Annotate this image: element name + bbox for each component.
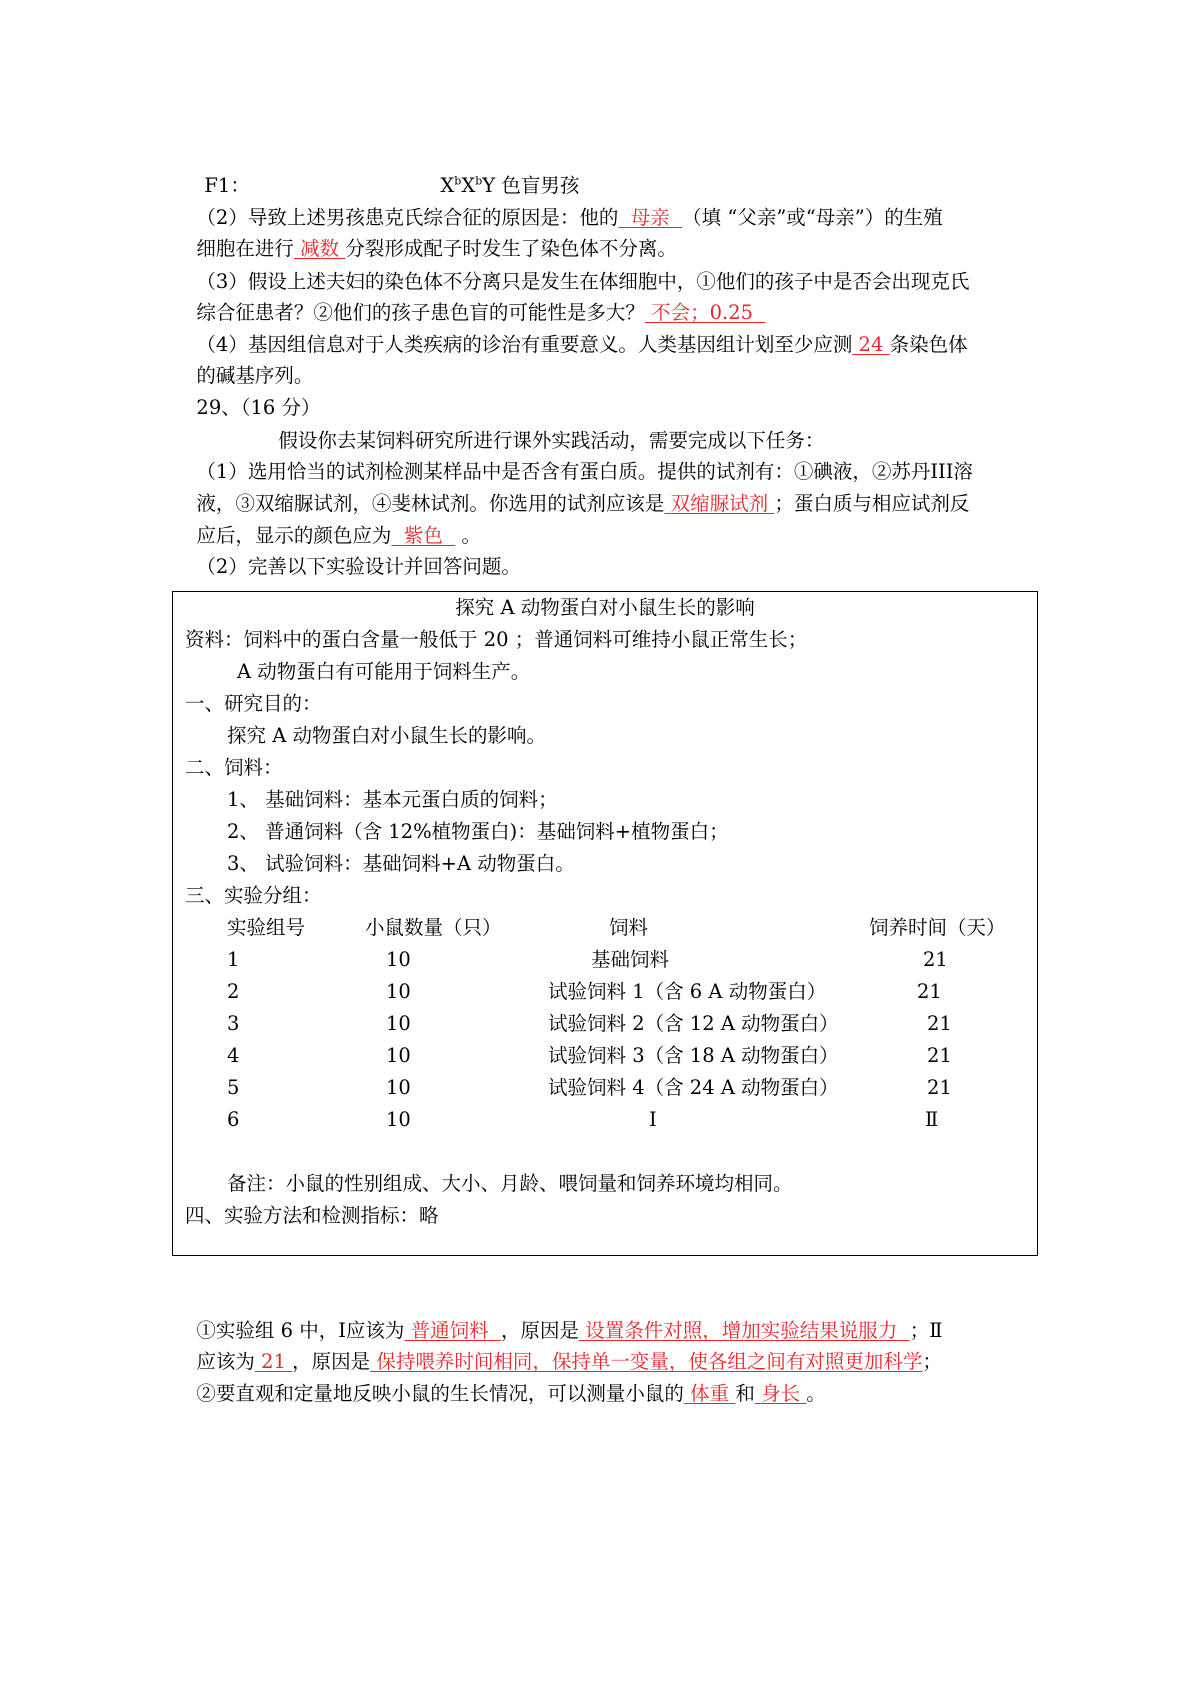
answer-length <box>755 1382 806 1405</box>
table-row-5-days: 21 <box>927 1076 952 1099</box>
geno-x1: X <box>440 174 455 197</box>
table-row-3-group: 3 <box>227 1012 240 1035</box>
q4-text-c: 的碱基序列。 <box>196 364 314 387</box>
q29-1-text-b: 液，③双缩脲试剂，④斐林试剂。你选用的试剂应该是 <box>196 492 665 515</box>
bottom-text-a2: ，原因是 <box>501 1319 580 1342</box>
q29-1-text-c: ；蛋白质与相应试剂反 <box>774 492 970 515</box>
table-row-2-count: 10 <box>386 980 411 1003</box>
q29-intro-text: 假设你去某饲料研究所进行课外实践活动，需要完成以下任务： <box>278 429 825 452</box>
table-row-4-days: 21 <box>927 1044 952 1067</box>
feed-item-2: 2、 普通饲料（含 12%植物蛋白)：基础饲料+植物蛋白； <box>227 820 729 843</box>
geno-b1: b <box>454 174 462 188</box>
table-row-6-days: Ⅱ <box>925 1108 939 1131</box>
experiment-box <box>172 591 1038 1256</box>
q2-text-b: （填 “父亲”或“母亲”）的生殖 <box>682 206 943 229</box>
q2-answer-1: 母亲 <box>630 206 670 229</box>
table-row-1-feed: 基础饲料 <box>591 948 670 971</box>
feed-item-1: 1、 基础饲料：基本元蛋白质的饲料； <box>227 788 558 811</box>
geno-b2: b <box>475 174 483 188</box>
table-row-5-group: 5 <box>227 1076 240 1099</box>
table-row-1-group: 1 <box>227 948 240 971</box>
bottom-text-c1: ②要直观和定量地反映小鼠的生长情况，可以测量小鼠的 <box>196 1382 684 1405</box>
bottom-line3 <box>184 1358 826 1406</box>
geno-y: Y <box>482 174 496 197</box>
q29-1-text-e: 。 <box>461 524 481 547</box>
table-header-count: 小鼠数量（只） <box>365 916 502 939</box>
bottom-text-c2: 和 <box>735 1382 755 1405</box>
table-row-4-feed: 试验饲料 3（含 18 A 动物蛋白） <box>548 1044 839 1067</box>
answer-biuret <box>664 492 774 515</box>
q3-answer: 不会；0.25 <box>651 301 754 324</box>
bottom-text-b3: ； <box>922 1350 942 1373</box>
q3-text-b: 综合征患者？②他们的孩子患色盲的可能性是多大？ <box>196 301 645 324</box>
q4-text-b: 条染色体 <box>889 333 968 356</box>
table-row-4-count: 10 <box>386 1044 411 1067</box>
q4-text-a: （4）基因组信息对于人类疾病的诊治有重要意义。人类基因组计划至少应测 <box>196 333 853 356</box>
bottom-answer-5: 体重 <box>690 1382 730 1405</box>
material-line1: 资料：饲料中的蛋白含量一般低于 20 ；普通饲料可维持小鼠正常生长； <box>185 628 808 651</box>
table-row-1-days: 21 <box>923 948 948 971</box>
material-line2: A 动物蛋白有可能用于饲料生产。 <box>237 660 531 683</box>
bottom-answer-3: 21 <box>261 1350 286 1373</box>
q4-answer: 24 <box>858 333 884 356</box>
table-row-4-group: 4 <box>227 1044 240 1067</box>
bottom-text-a1: ①实验组 6 中，Ⅰ应该为 <box>196 1319 405 1342</box>
answer-q4 <box>852 333 889 356</box>
table-row-3-feed: 试验饲料 2（含 12 A 动物蛋白） <box>548 1012 839 1035</box>
box-note: 备注：小鼠的性别组成、大小、月龄、喂饲量和饲养环境均相同。 <box>227 1172 793 1195</box>
bottom-answer-2: 设置条件对照，增加实验结果说服力 <box>585 1319 898 1342</box>
bottom-answer-4: 保持喂养时间相同，保持单一变量，使各组之间有对照更加科学 <box>376 1350 923 1373</box>
bottom-answer-6: 身长 <box>761 1382 801 1405</box>
q29-2-line <box>184 531 521 579</box>
answer-weight <box>684 1382 735 1405</box>
table-row-3-count: 10 <box>386 1012 411 1035</box>
section-1-heading: 一、研究目的： <box>185 692 322 715</box>
q2-text-a: （2）导致上述男孩患克氏综合征的原因是：他的 <box>196 206 619 229</box>
q29-1-text-a: （1）选用恰当的试剂检测某样品中是否含有蛋白质。提供的试剂有：①碘液，②苏丹III溶 <box>196 460 973 483</box>
table-row-5-count: 10 <box>386 1076 411 1099</box>
box-title: 探究 A 动物蛋白对小鼠生长的影响 <box>455 596 755 619</box>
q29-1-answer-2: 紫色 <box>403 524 443 547</box>
table-row-5-feed: 试验饲料 4（含 24 A 动物蛋白） <box>548 1076 839 1099</box>
table-row-2-days: 21 <box>917 980 942 1003</box>
q2-text-d: 分裂形成配子时发生了染色体不分离。 <box>345 237 677 260</box>
section-3-heading: 三、实验分组： <box>185 884 322 907</box>
geno-x2: X <box>461 174 476 197</box>
table-header-feed: 饲料 <box>609 916 649 939</box>
section-1-text: 探究 A 动物蛋白对小鼠生长的影响。 <box>227 724 546 747</box>
table-row-2-feed: 试验饲料 1（含 6 A 动物蛋白） <box>548 980 827 1003</box>
q29-2-text: （2）完善以下实验设计并回答问题。 <box>196 555 521 578</box>
table-header-group: 实验组号 <box>227 916 306 939</box>
table-row-6-feed: Ⅰ <box>649 1108 657 1131</box>
bottom-text-a3: ；Ⅱ <box>909 1319 943 1342</box>
bottom-answer-1: 普通饲料 <box>410 1319 489 1342</box>
table-row-6-group: 6 <box>227 1108 240 1131</box>
bottom-text-b1: 应该为 <box>196 1350 255 1373</box>
q29-number: 29、（16 分） <box>196 396 321 419</box>
bottom-text-c3: 。 <box>806 1382 826 1405</box>
q2-text-c: 细胞在进行 <box>196 237 294 260</box>
q29-1-answer-1: 双缩脲试剂 <box>670 492 769 515</box>
q29-1-text-d: 应后，显示的颜色应为 <box>196 524 392 547</box>
table-row-2-group: 2 <box>227 980 240 1003</box>
q2-answer-2: 减数 <box>300 237 340 260</box>
table-row-3-days: 21 <box>927 1012 952 1035</box>
bottom-text-b2: ，原因是 <box>292 1350 371 1373</box>
table-header-days: 饲养时间（天） <box>869 916 1006 939</box>
q3-text-a: （3）假设上述夫妇的染色体不分离只是发生在体细胞中，①他们的孩子中是否会出现克氏 <box>196 270 970 293</box>
section-2-heading: 二、饲料： <box>185 756 283 779</box>
f1-label: F1： <box>204 174 250 197</box>
feed-item-3: 3、 试验饲料：基础饲料+A 动物蛋白。 <box>227 852 575 875</box>
geno-desc: 色盲男孩 <box>501 174 580 197</box>
table-row-1-count: 10 <box>386 948 411 971</box>
section-4-heading: 四、实验方法和检测指标：略 <box>185 1204 439 1227</box>
table-row-6-count: 10 <box>386 1108 411 1131</box>
